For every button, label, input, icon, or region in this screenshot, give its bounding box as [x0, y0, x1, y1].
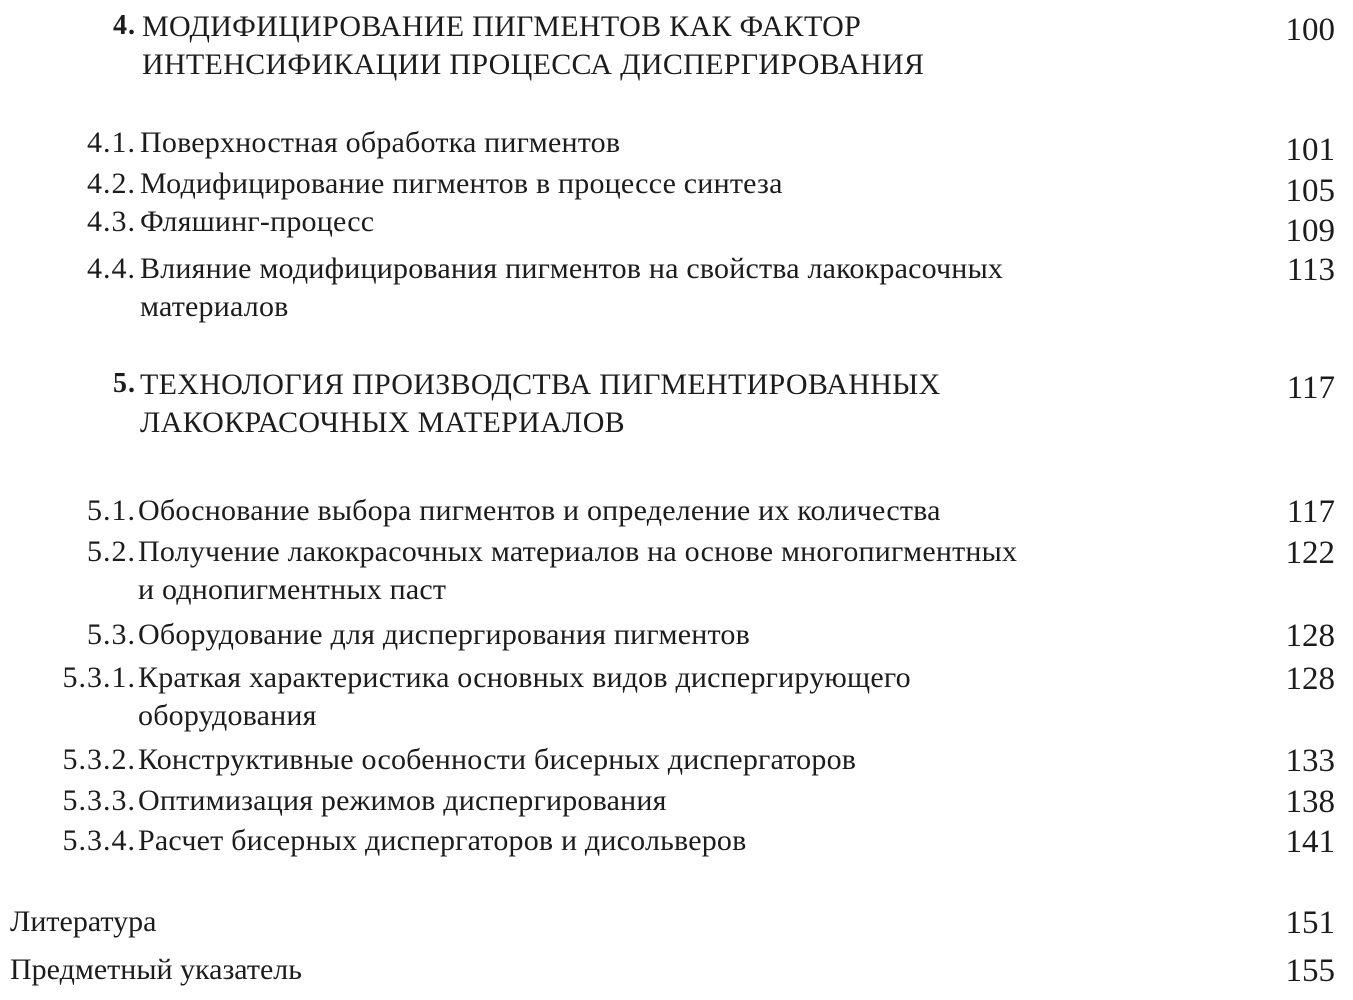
page-number: 128 — [1285, 618, 1335, 654]
chapter-title — [142, 8, 1222, 84]
section-title — [138, 533, 1218, 609]
page-number: 128 — [1285, 661, 1335, 697]
section-number: 4.1. — [87, 126, 136, 159]
section-title-line: Обоснование выбора пигментов и определение их количества — [138, 494, 941, 527]
section-number: 5.3.2. — [62, 743, 136, 776]
section-title-line: оборудования — [138, 699, 317, 732]
chapter-title-line: ИНТЕНСИФИКАЦИИ ПРОЦЕССА ДИСПЕРГИРОВАНИЯ — [142, 48, 925, 81]
section-number: 4.3. — [87, 205, 136, 238]
page-number: 122 — [1285, 535, 1335, 571]
page-number: 105 — [1285, 173, 1335, 209]
section-number: 4.4. — [87, 252, 136, 285]
section-title — [138, 492, 1218, 530]
section-title-line: Поверхностная обработка пигментов — [140, 126, 621, 159]
section-number: 5.2. — [87, 535, 136, 568]
section-title — [140, 203, 1220, 241]
section-title — [140, 124, 1220, 162]
section-number: 5.3.1. — [62, 661, 136, 694]
page-number: 151 — [1285, 905, 1335, 941]
page-number: 155 — [1285, 953, 1335, 989]
section-title-line: материалов — [140, 290, 289, 323]
page-number: 117 — [1286, 494, 1335, 530]
page-number: 101 — [1285, 132, 1335, 168]
section-title — [138, 822, 1218, 860]
section-title-line: и однопигментных паст — [138, 573, 447, 606]
section-title — [140, 250, 1220, 326]
section-number: 5.3. — [87, 618, 136, 651]
chapter-title — [140, 366, 1220, 442]
section-number: 4.2. — [87, 167, 136, 200]
chapter-title-line: ЛАКОКРАСОЧНЫХ МАТЕРИАЛОВ — [140, 406, 625, 439]
section-title-line: Оптимизация режимов диспергирования — [138, 784, 667, 817]
section-title-line: Краткая характеристика основных видов диспергирующего — [138, 661, 911, 694]
endmatter-title: Предметный указатель — [10, 953, 302, 986]
page-number: 138 — [1285, 784, 1335, 820]
chapter-title-line: ТЕХНОЛОГИЯ ПРОИЗВОДСТВА ПИГМЕНТИРОВАННЫХ — [140, 368, 941, 401]
section-number: 5.1. — [87, 494, 136, 527]
chapter-title-line: МОДИФИЦИРОВАНИЕ ПИГМЕНТОВ КАК ФАКТОР — [142, 10, 862, 43]
section-number: 5.3.3. — [62, 784, 136, 817]
page-number: 100 — [1285, 12, 1335, 48]
endmatter-title: Литература — [10, 905, 157, 938]
section-title-line: Фляшинг-процесс — [140, 205, 375, 238]
section-title-line: Расчет бисерных диспергаторов и дисольверов — [138, 824, 747, 857]
section-title — [138, 659, 1218, 735]
section-title-line: Конструктивные особенности бисерных диспергаторов — [138, 743, 857, 776]
page-number: 141 — [1285, 824, 1335, 860]
section-title-line: Влияние модифицирования пигментов на свойства лакокрасочных — [140, 252, 1004, 285]
section-title-line: Модифицирование пигментов в процессе синтеза — [140, 167, 783, 200]
section-title-line: Получение лакокрасочных материалов на основе многопигментных — [138, 535, 1018, 568]
section-number: 5.3.4. — [62, 824, 136, 857]
page-number: 109 — [1285, 213, 1335, 249]
chapter-number: 4. — [113, 10, 136, 41]
section-title — [140, 165, 1220, 203]
chapter-number: 5. — [113, 368, 136, 399]
section-title — [138, 616, 1218, 654]
page-number: 117 — [1286, 370, 1335, 406]
page-number: 113 — [1286, 252, 1335, 288]
section-title-line: Оборудование для диспергирования пигментов — [138, 618, 750, 651]
section-title — [138, 782, 1218, 820]
section-title — [138, 741, 1218, 779]
page-number: 133 — [1285, 743, 1335, 779]
